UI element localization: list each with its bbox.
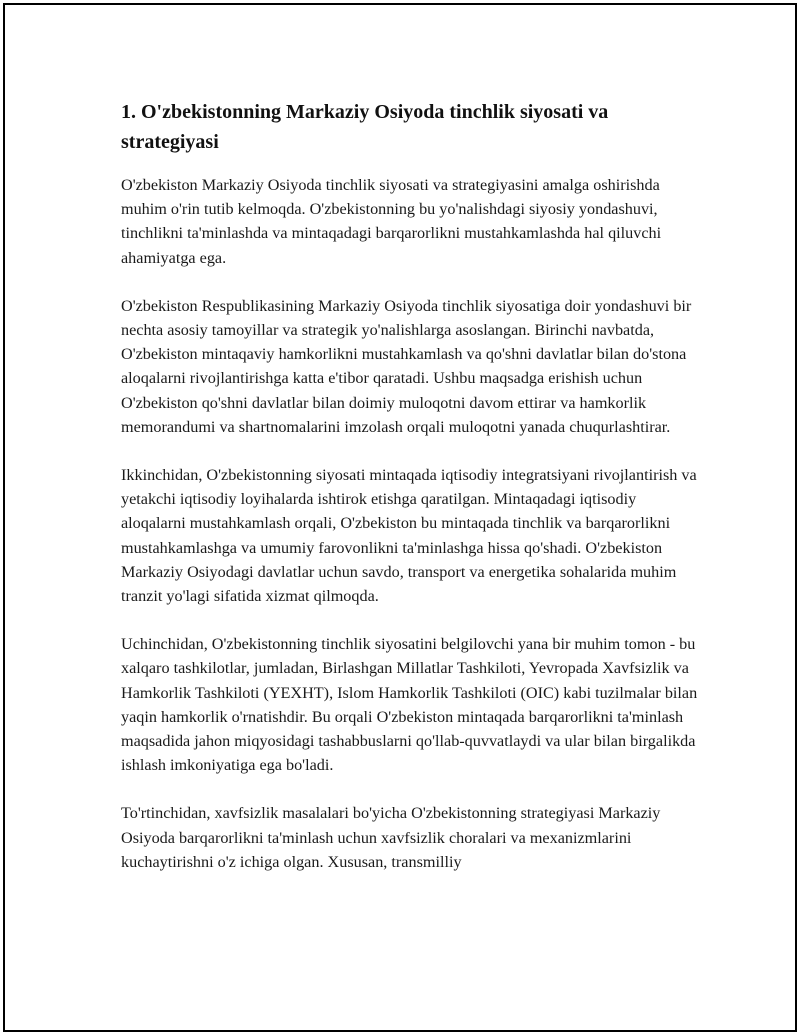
- paragraph-fourth: To'rtinchidan, xavfsizlik masalalari bo'yicha O'zbekistonning strategiyasi Markaziy Osiyoda barqarorlikni ta'minlash uchun xavfsizlik choralari va mexanizmlarini kuchaytirishni o'z ichiga olgan. Xususan, transmilliy: [121, 804, 661, 871]
- section-heading: 1. O'zbekistonning Markaziy Osiyoda tinchlik siyosati va strategiyasi: [121, 101, 609, 153]
- page-frame: [3, 3, 797, 1032]
- paragraph-approach: O'zbekiston Respublikasining Markaziy Osiyoda tinchlik siyosatiga doir yondashuvi bir nechta asosiy tamoyillar va strategik yo'nalishlarga asoslangan. Birinchi navbatda, O'zbekiston mintaqaviy hamkorlikni mustahkamlash va qo'shni davlatlar bilan do'stona aloqalarni rivojlantirishga katta e'tibor qaratadi. Ushbu maqsadga erishish uchun O'zbekiston qo'shni davlatlar bilan doimiy muloqotni davom ettirar va hamkorlik memorandumi va shartnomalarini imzolash orqali muloqotni yanada chuqurlashtirar.: [121, 296, 692, 436]
- document-body: [121, 97, 701, 874]
- paragraph-intro: O'zbekiston Markaziy Osiyoda tinchlik siyosati va strategiyasini amalga oshirishda muhim o'rin tutib kelmoqda. O'zbekistonning bu yo'nalishdagi siyosiy yondashuvi, tinchlikni ta'minlashda va mintaqadagi barqarorlikni mustahkamlashda hal qiluvchi ahamiyatga ega.: [121, 176, 662, 267]
- paragraph-third: Uchinchidan, O'zbekistonning tinchlik siyosatini belgilovchi yana bir muhim tomon - bu xalqaro tashkilotlar, jumladan, Birlashgan Millatlar Tashkiloti, Yevropada Xavfsizlik va Hamkorlik Tashkiloti (YEXHT), Islom Hamkorlik Tashkiloti (OIC) kabi tuzilmalar bilan yaqin hamkorlik o'rnatishdir. Bu orqali O'zbekiston mintaqada barqarorlikni ta'minlash maqsadida jahon miqyosidagi tashabbuslarni qo'llab-quvvatlaydi va ular bilan birgalikda ishlash imkoniyatiga ega bo'ladi.: [121, 635, 698, 775]
- paragraph-second: Ikkinchidan, O'zbekistonning siyosati mintaqada iqtisodiy integratsiyani rivojlantirish va yetakchi iqtisodiy loyihalarda ishtirok etishga qaratilgan. Mintaqadagi iqtisodiy aloqalarni mustahkamlash orqali, O'zbekiston bu mintaqada tinchlik va barqarorlikni mustahkamlashga va umumiy farovonlikni ta'minlashga hissa qo'shadi. O'zbekiston Markaziy Osiyodagi davlatlar uchun savdo, transport va energetika sohalarida muhim tranzit yo'lagi sifatida xizmat qilmoqda.: [121, 466, 697, 606]
